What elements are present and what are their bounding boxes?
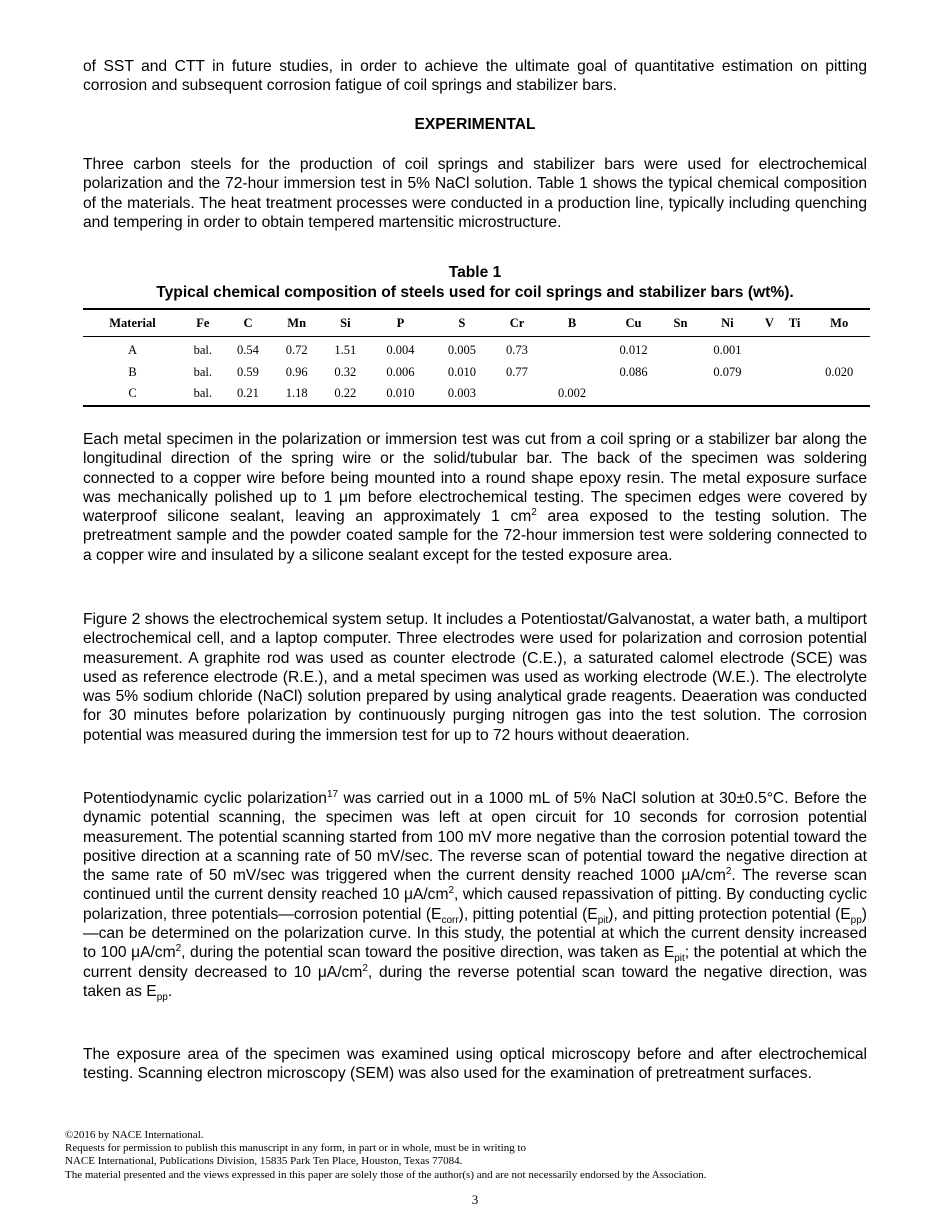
text-run: , which caused repassivation of pitting. By conducting cyclic polarization, three potentials—corrosion potential (E <box>83 886 867 923</box>
text-run: Figure 2 shows the electrochemical system setup. It includes a Potentiostat/Galvanostat, a water bath, a multiport electrochemical cell, and a laptop computer. Three electrodes were used for polarization and corrosion potential measurement. A graphite rod was used as counter electrode (C.E.), a saturated calomel electrode (SCE) was used as reference electrode (R.E.), and a metal specimen was used as working electrode (W.E.). The electrolyte was 5% sodium chloride (NaCl) solution prepared by using analytical grade reagents. Deaeration was conducted for 30 minutes before polarization by continuously purging nitrogen gas into the test solution. The corrosion potential was measured during the immersion test for up to 72 hours without deaeration. <box>83 611 867 744</box>
table-cell: 0.72 <box>285 343 308 358</box>
subscript: pp <box>156 992 168 1004</box>
table-cell: 0.079 <box>713 364 742 379</box>
table-cell: B <box>128 364 137 379</box>
composition-table <box>83 308 870 407</box>
text-run: was carried out in a 1000 mL of 5% NaCl solution at 30±0.5°C. Before the dynamic potential scanning, the specimen was left at open circuit for 10 seconds for corrosion potential measurement. The potential scanning started from 100 mV more negative than the corrosion potential toward the positive direction at a scanning rate of 50 mV/sec. The reverse scan of potential toward the negative direction at the same rate of 50 mV/sec was triggered when the current density reached 1000 μA/cm <box>83 790 867 885</box>
text-run: area exposed to the testing solution. The pretreatment sample and the powder coated sample for the 72-hour immersion test were soldering connected to a copper wire and insulated by a silicone sealant except for the tested exposure area. <box>83 508 867 564</box>
column-header: Cr <box>509 315 525 330</box>
text-run: Three carbon steels for the production of coil springs and stabilizer bars were used for electrochemical polarization and the 72-hour immersion test in 5% NaCl solution. Table 1 shows the typical chemical composition of the materials. The heat treatment processes were conducted in a production line, typically including quenching and tempering in order to obtain tempered martensitic microstructure. <box>83 156 867 231</box>
subscript: pp <box>850 914 862 926</box>
table-row <box>83 383 870 406</box>
table-cell: 0.54 <box>237 343 259 358</box>
table-row <box>83 337 870 362</box>
superscript: 2 <box>362 962 368 974</box>
text-run: ; the potential at which the current density decreased to 10 μA/cm <box>83 944 867 981</box>
table-cell: 1.51 <box>334 343 357 358</box>
superscript: 2 <box>531 507 537 518</box>
table-cell: 0.96 <box>285 364 308 379</box>
table-cell: bal. <box>193 386 212 401</box>
table-cell: bal. <box>193 364 212 379</box>
table-cell: 0.005 <box>447 343 476 358</box>
table-header-row <box>83 309 870 337</box>
table-cell: 0.001 <box>713 343 742 358</box>
paragraph-materials <box>83 155 867 232</box>
superscript: 2 <box>725 866 732 877</box>
table-cell: 0.73 <box>506 343 528 358</box>
column-header: S <box>458 315 466 330</box>
column-header: Ni <box>721 315 734 330</box>
table-cell <box>808 383 870 406</box>
table-cell <box>758 383 781 406</box>
table-cell <box>664 383 696 406</box>
text-run: ), and pitting protection potential (E <box>608 905 851 923</box>
table-cell <box>781 337 809 362</box>
text-run: Each metal specimen in the polarization or immersion test was cut from a coil spring or a stabilizer bar along the longitudinal direction of the spring wire or the solid/tubular bar. The back of the specimen was soldering connected to a copper wire before being mounted into a round shape epoxy resin. The metal exposure surface was mechanically polished up to 1 μm before electrochemical testing. The specimen edges were covered by waterproof silicone sealant, leaving an approximately 1 cm <box>83 431 867 526</box>
superscript: 2 <box>175 943 182 955</box>
table-cell: 1.18 <box>285 386 308 401</box>
text-run: )—can be determined on the polarization curve. In this study, the potential at which the current density increased to 100 μA/cm <box>83 905 867 962</box>
table-cell: 0.22 <box>334 386 357 401</box>
table-cell <box>781 362 809 384</box>
footer-line: NACE International, Publications Division, 15835 Park Ten Place, Houston, Texas 77084. <box>65 1155 463 1168</box>
table-cell: 0.003 <box>447 386 476 401</box>
footer-line: ©2016 by NACE International. <box>65 1129 204 1141</box>
table-cell <box>808 337 870 362</box>
table-cell: 0.010 <box>386 386 415 401</box>
superscript: 2 <box>448 885 455 897</box>
table-cell <box>664 337 696 362</box>
section-heading: EXPERIMENTAL <box>414 116 536 133</box>
table-cell <box>758 362 781 384</box>
table-cell: 0.010 <box>447 364 476 379</box>
table-label: Table 1 <box>448 264 502 281</box>
table-cell: 0.006 <box>386 364 415 379</box>
table-cell: 0.21 <box>237 386 259 401</box>
footer-line: The material presented and the views expressed in this paper are solely those of the author(s) and are not necessarily endorsed by the Association. <box>65 1168 707 1181</box>
table-caption: Typical chemical composition of steels used for coil springs and stabilizer bars (wt%). <box>156 284 794 301</box>
table-cell: 0.59 <box>237 364 259 379</box>
paragraph-polarization <box>83 788 867 1004</box>
paragraph-intro-end <box>83 57 867 96</box>
subscript: pit <box>597 914 609 926</box>
table-cell: 0.012 <box>619 343 648 358</box>
table-cell <box>664 362 696 384</box>
table-cell <box>697 383 758 406</box>
column-header: Cu <box>625 315 642 330</box>
column-header: Ti <box>788 315 801 330</box>
table-cell: 0.086 <box>619 364 648 379</box>
column-header: Fe <box>196 315 210 330</box>
column-header: C <box>243 315 253 330</box>
table-cell: C <box>128 386 137 401</box>
column-header: Mo <box>830 315 849 330</box>
text-run: . <box>167 982 173 1000</box>
superscript: 17 <box>326 788 339 800</box>
column-header: P <box>396 315 405 330</box>
table-cell <box>493 383 542 406</box>
table-cell: A <box>127 343 137 358</box>
page-number: 3 <box>471 1192 479 1207</box>
table-cell <box>781 383 809 406</box>
subscript: pit <box>674 953 685 965</box>
column-header: Sn <box>673 315 688 330</box>
table-cell: 0.004 <box>386 343 415 358</box>
table-cell <box>603 383 664 406</box>
table-cell <box>541 362 602 384</box>
table-cell <box>758 337 781 362</box>
table-cell: 0.32 <box>334 364 357 379</box>
text-run: The exposure area of the specimen was examined using optical microscopy before and after electrochemical testing. Scanning electron microscopy (SEM) was also used for the examination of pretreatment surfaces. <box>83 1046 867 1083</box>
subscript: corr <box>441 914 459 926</box>
column-header: V <box>764 315 774 330</box>
column-header: Mn <box>287 315 307 330</box>
table-cell <box>541 337 602 362</box>
text-run: . The reverse scan continued until the current density reached 10 μA/cm <box>83 867 867 904</box>
column-header: B <box>567 315 577 330</box>
column-header: Material <box>109 315 156 330</box>
text-run: Potentiodynamic cyclic polarization <box>83 790 327 807</box>
footer-line: Requests for permission to publish this manuscript in any form, in part or in whole, must be in writing to <box>65 1142 527 1155</box>
table-cell: 0.002 <box>557 386 587 401</box>
paragraph-setup <box>83 610 867 745</box>
text-run: , during the potential scan toward the positive direction, was taken as E <box>181 944 675 962</box>
table-cell: 0.77 <box>506 364 528 379</box>
table-cell: 0.020 <box>825 364 854 379</box>
text-run: ), pitting potential (E <box>458 905 598 923</box>
text-run: of SST and CTT in future studies, in order to achieve the ultimate goal of quantitative estimation on pitting corrosion and subsequent corrosion fatigue of coil springs and stabilizer bars. <box>83 58 867 95</box>
table-cell: bal. <box>193 343 212 358</box>
column-header: Si <box>340 315 351 330</box>
footer-notice <box>65 1129 706 1182</box>
table-row <box>83 362 870 384</box>
paragraph-microscopy <box>83 1045 867 1084</box>
paragraph-specimen <box>83 430 867 565</box>
text-run: , during the reverse potential scan toward the negative direction, was taken as E <box>83 963 867 1000</box>
